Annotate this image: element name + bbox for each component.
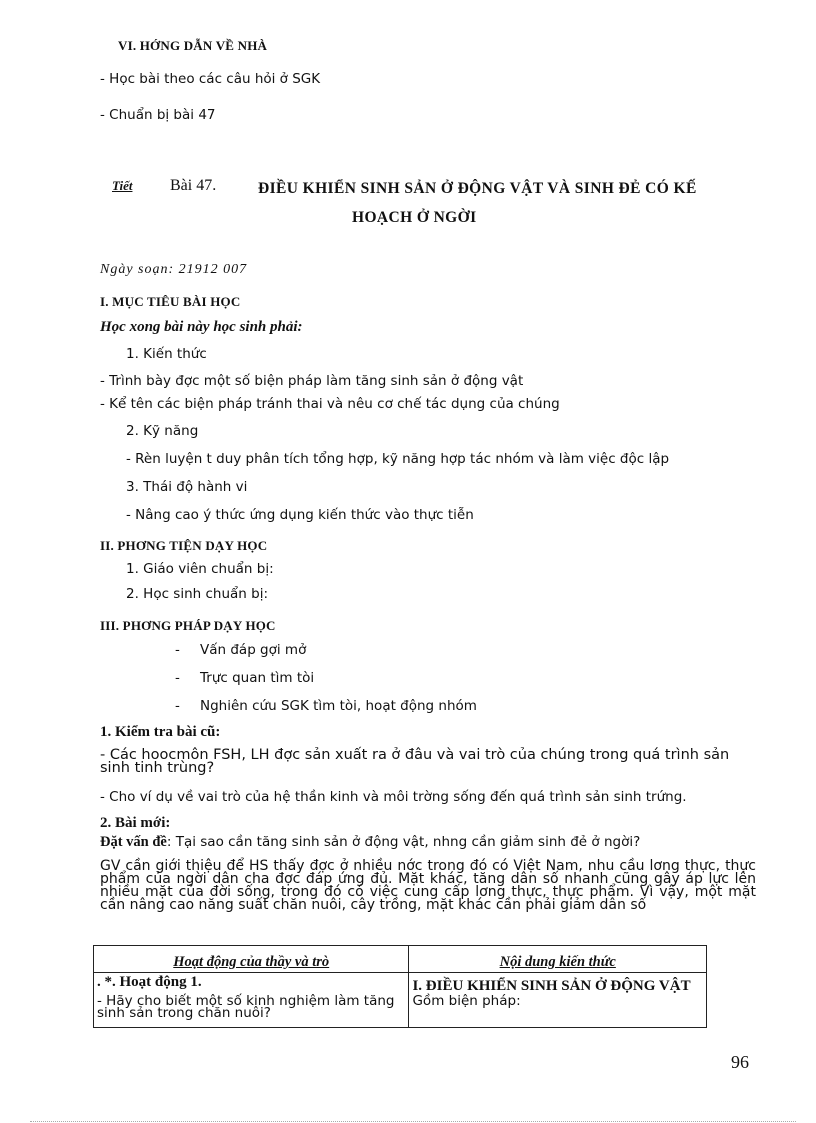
attitude-heading: 3. Thái độ hành vi: [126, 479, 248, 495]
tiet-label: Tiết: [112, 178, 133, 193]
section-vi-heading: VI. HỚNG DẪN VỀ NHÀ: [118, 38, 268, 53]
knowledge-item: - Trình bày đợc một số biện pháp làm tăng sinh sản ở động vật: [100, 373, 524, 389]
section-vi-item: - Học bài theo các câu hỏi ở SGK: [100, 71, 321, 87]
kiem-tra-question: - Cho ví dụ về vai trò của hệ thần kinh và môi trờng sống đến quá trình sản sinh trứng.: [100, 789, 687, 805]
date-line: Ngày soạn: 21912 007: [100, 262, 248, 277]
bai-label: Bài 47.: [170, 177, 217, 194]
section-ii-item: 2. Học sinh chuẩn bị:: [126, 586, 269, 602]
table-row: [94, 973, 707, 1028]
knowledge-heading: 1. Kiến thức: [126, 346, 207, 362]
bullet-dash: -: [175, 670, 180, 686]
content-text: Gồm biện pháp:: [412, 993, 521, 1009]
activity-title: . *. Hoạt động 1.: [97, 974, 202, 990]
dat-van-de-label: Đặt vấn đề: [100, 834, 167, 850]
footer-divider: [30, 1121, 796, 1122]
kiem-tra-question: - Các hoocmôn FSH, LH đợc sản xuất ra ở đâu và vai trò của chúng trong quá trình sản sinh tinh trùng?: [100, 747, 730, 776]
dat-van-de-text: : Tại sao cần tăng sinh sản ở động vật, nhng cần giảm sinh đẻ ở ngời?: [166, 834, 641, 850]
bullet-dash: -: [175, 698, 180, 714]
content-title: I. ĐIỀU KHIỂN SINH SẢN Ở ĐỘNG VẬT: [412, 978, 691, 994]
gv-paragraph: GV cần giới thiệu để HS thấy đợc ở nhiều nớc trong đó có Việt Nam, nhu cầu lơng thực, thực phẩm của ngời dân cha đợc đáp ứng đủ. Mặt khác, tăng dân số nhanh cũng gây áp lực lên nhiều mặt của đời sống, trong đó có việc cung cấp lơng thực, thực phẩm. Vì vậy, một mặt cần nâng cao năng suất chăn nuôi, cây trồng, mặt khác cần phải giảm dân số: [100, 858, 756, 913]
knowledge-item: - Kể tên các biện pháp tránh thai và nêu cơ chế tác dụng của chúng: [100, 396, 560, 412]
table-header-row: [94, 946, 707, 973]
section-i-heading: I. MỤC TIÊU BÀI HỌC: [100, 294, 241, 309]
method-item: Trực quan tìm tòi: [200, 670, 315, 686]
page-number: 96: [731, 1052, 749, 1072]
section-ii-item: 1. Giáo viên chuẩn bị:: [126, 561, 274, 577]
bai-moi-heading: 2. Bài mới:: [100, 815, 171, 831]
lesson-table: [93, 945, 707, 1028]
attitude-item: - Nâng cao ý thức ứng dụng kiến thức vào thực tiễn: [126, 507, 474, 523]
skills-heading: 2. Kỹ năng: [126, 423, 199, 439]
activity-text: - Hãy cho biết một số kinh nghiệm làm tăng sinh sản trong chăn nuôi?: [97, 993, 395, 1021]
section-ii-heading: II. PHƠNG TIỆN DẠY HỌC: [100, 538, 268, 553]
kiem-tra-heading: 1. Kiểm tra bài cũ:: [100, 724, 221, 740]
bullet-dash: -: [175, 642, 180, 658]
table-header: Nội dung kiến thức: [409, 946, 707, 973]
section-i-subheading: Học xong bài này học sinh phải:: [100, 319, 303, 335]
table-cell: [94, 973, 409, 1028]
dat-van-de: [100, 834, 640, 851]
table-cell: [409, 973, 707, 1028]
skills-item: - Rèn luyện t duy phân tích tổng hợp, kỹ năng hợp tác nhóm và làm việc độc lập: [126, 451, 670, 467]
section-iii-heading: III. PHƠNG PHÁP DẠY HỌC: [100, 618, 276, 633]
method-item: Nghiên cứu SGK tìm tòi, hoạt động nhóm: [200, 698, 477, 714]
lesson-title-line1: ĐIỀU KHIỂN SINH SẢN Ở ĐỘNG VẬT VÀ SINH ĐẺ CÓ KẾ: [258, 180, 697, 197]
table-header: Hoạt động của thầy và trò: [94, 946, 409, 973]
section-vi-item: - Chuẩn bị bài 47: [100, 107, 216, 123]
method-item: Vấn đáp gợi mở: [200, 642, 307, 658]
lesson-title-line2: HOẠCH Ở NGỜI: [352, 209, 477, 226]
